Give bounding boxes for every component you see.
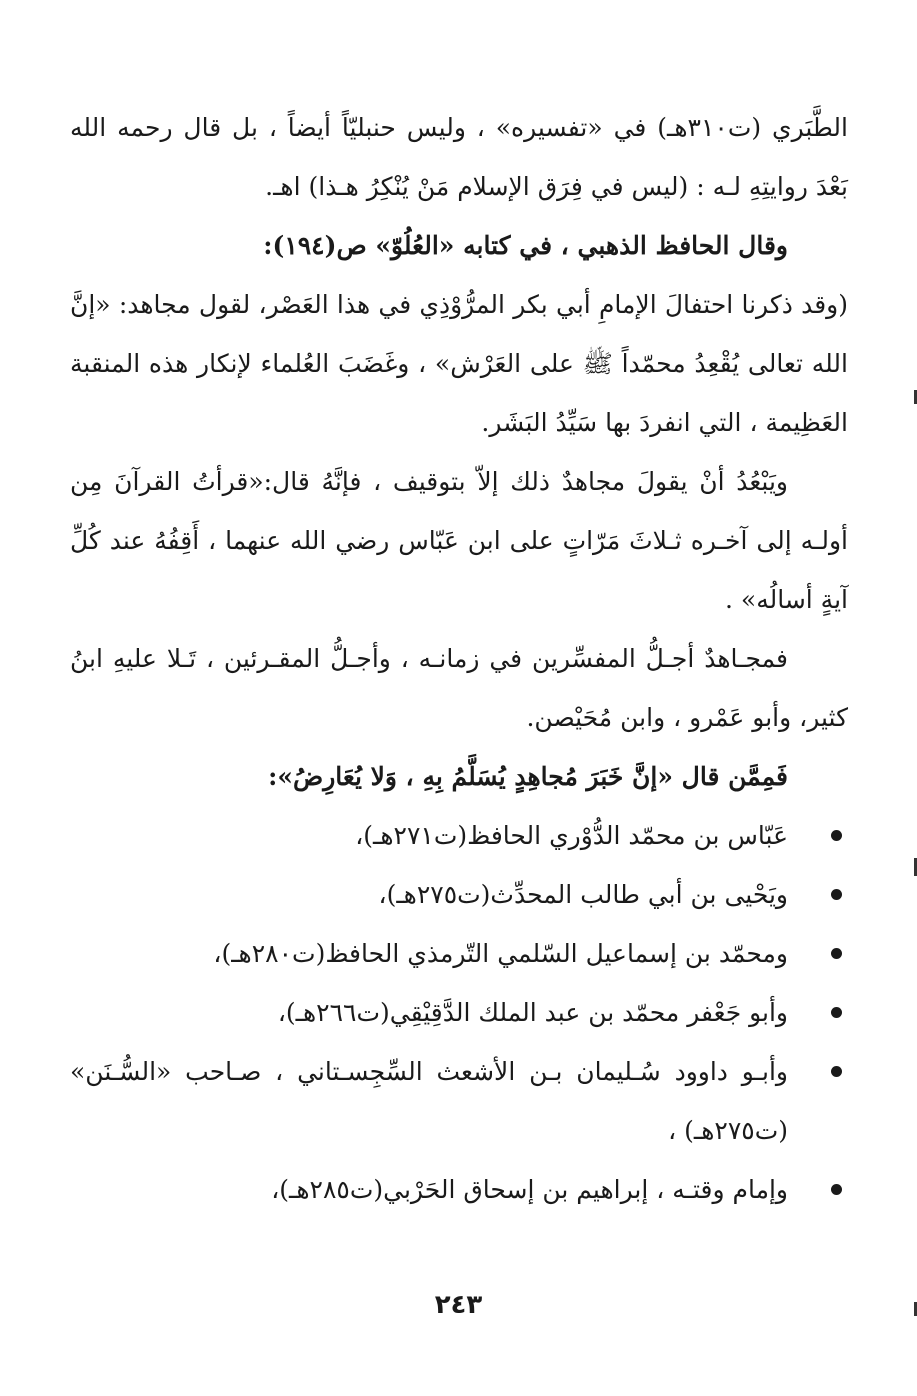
bullet-icon: [830, 983, 842, 1042]
bullet-icon: [830, 1160, 842, 1219]
list-item: ويَحْيى بن أبي طالب المحدِّث(ت٢٧٥هـ)،: [70, 865, 848, 924]
bullet-icon: [830, 1042, 842, 1101]
paragraph-4: ويَبْعُدُ أنْ يقولَ مجاهدٌ ذلك إلاّ بتوقيف ، فإنَّهُ قال:«قرأتُ القرآنَ مِن أولـه إلى آخـره ثـلاثَ مَرّاتٍ على ابن عَبّاس رضي الله عنهما ، أَقِفُهُ عند كُلِّ آيةٍ أسالُه» .: [70, 467, 848, 614]
page-body: [70, 98, 848, 1219]
list-item: وأبو جَعْفر محمّد بن عبد الملك الدَّقِيْقِي(ت٢٦٦هـ)،: [70, 983, 848, 1042]
list-item: وأبـو داوود سُـليمان بـن الأشعث السِّجِسـتاني ، صـاحب «السُّـنَن» (ت٢٧٥هـ) ،: [70, 1042, 848, 1160]
paragraph-1: الطَّبَري (ت٣١٠هـ) في «تفسيره» ، وليس حنبليّاً أيضاً ، بل قال رحمه الله بَعْدَ روايتِهِ لـه : (ليس في فِرَق الإسلام مَنْ يُنْكِرُ هـذا) اهـ.: [70, 113, 848, 201]
list-item: وإمام وقتـه ، إبراهيم بن إسحاق الحَرْبي(ت٢٨٥هـ)،: [70, 1160, 848, 1219]
narrators-list: [70, 806, 848, 1219]
paragraph-5: فمجـاهدٌ أجـلُّ المفسِّرين في زمانـه ، وأجـلُّ المقـرئين ، تَـلا عليهِ ابنُ كثير، وأبو عَمْرو ، وابن مُحَيْصن.: [70, 644, 848, 732]
list-item: عَبّاس بن محمّد الدُّوْري الحافظ(ت٢٧١هـ)،: [70, 806, 848, 865]
paragraph-2-heading: وقال الحافظ الذهبي ، في كتابه «العُلُوّ» ص(١٩٤):: [263, 231, 788, 260]
list-item: ومحمّد بن إسماعيل السّلمي التّرمذي الحافظ(ت٢٨٠هـ)،: [70, 924, 848, 983]
bullet-icon: [830, 806, 842, 865]
paragraph-3-quote: (وقد ذكرنا احتفالَ الإمامِ أبي بكر المرُّوْذِي في هذا العَصْر، لقول مجاهد: «إنَّ الله تعالى يُقْعِدُ محمّداً ﷺ على العَرْش» ، وغَضَبَ العُلماء لإنكار هذه المنقبة العَظِيمة ، التي انفردَ بها سَيِّدُ البَشَر.: [70, 290, 848, 437]
paragraph-6-lead: فَمِمَّن قال «إنَّ خَبَرَ مُجاهِدٍ يُسَلَّمُ بِهِ ، وَلا يُعَارِضُ»:: [268, 762, 788, 791]
page-number: ٢٤٣: [434, 1290, 483, 1320]
bullet-icon: [830, 865, 842, 924]
bullet-icon: [830, 924, 842, 983]
